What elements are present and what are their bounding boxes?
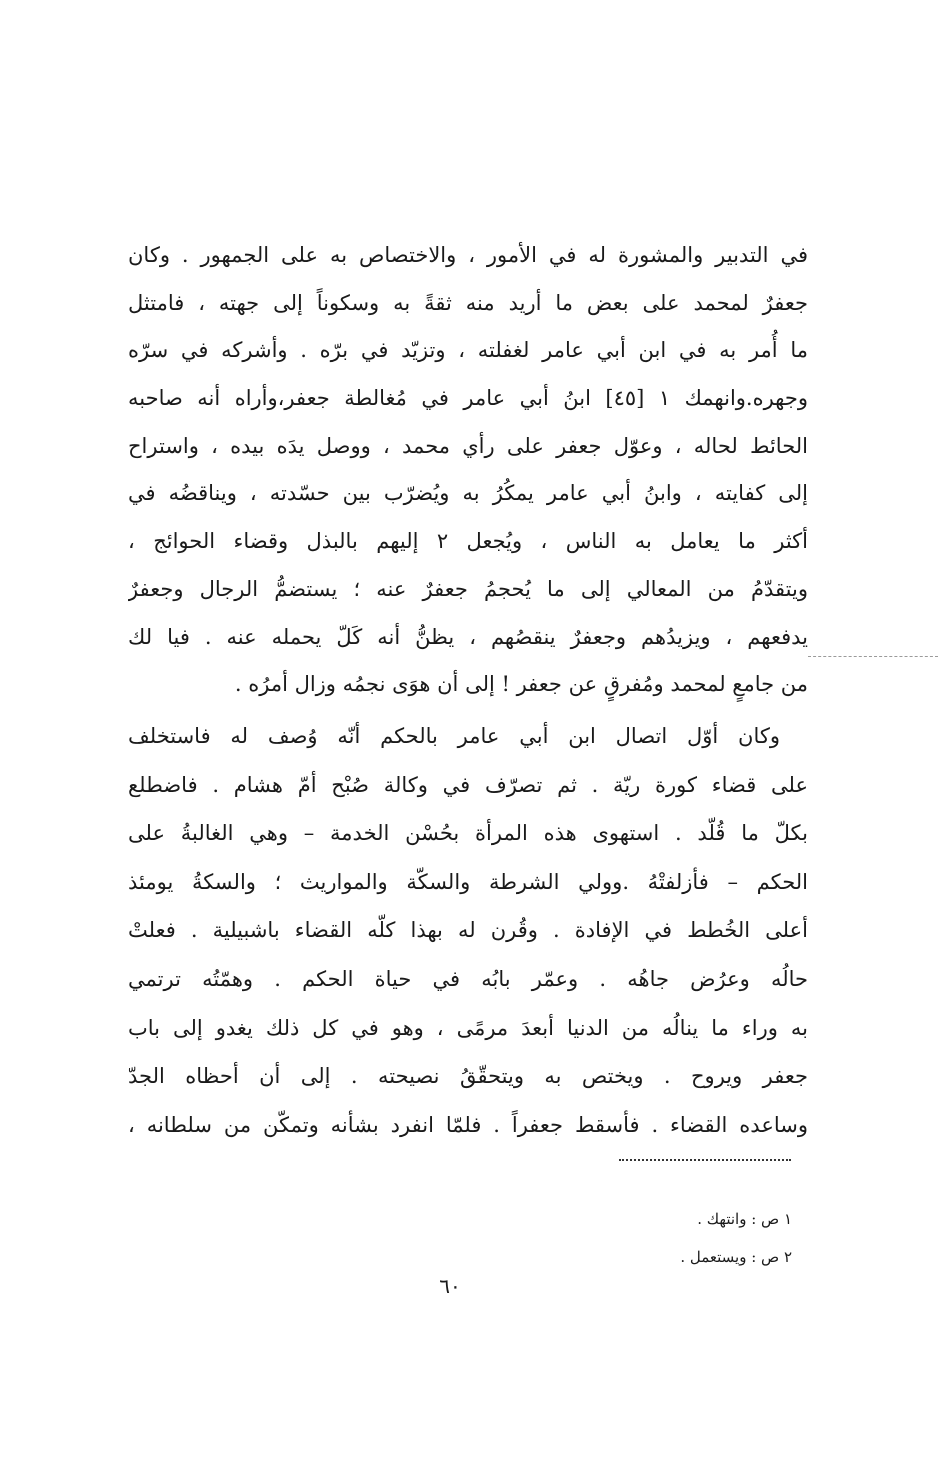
text-line: جعفرٌ لمحمد على بعض ما أريد منه ثقةً به وسكوناً إلى جهته ، فامتثل bbox=[128, 290, 808, 315]
text-line: جعفر ويروح . ويختص به ويتحقّقُ نصيحته . إلى أن أحظاه الجدّ bbox=[128, 1064, 808, 1089]
page-number: ٦٠ bbox=[439, 1274, 461, 1298]
paragraph-2 bbox=[128, 712, 808, 1149]
text-line: ما أُمر به في ابن أبي عامر لغفلته ، وتزيّد في برّه . وأشركه في سرّه bbox=[128, 338, 808, 363]
text-line: يدفعهم ، ويزيدُهم وجعفرٌ ينقصُهم ، يظنُّ أنه كَلّ يحمله عنه . فيا لك bbox=[128, 624, 808, 649]
text-line: أعلى الخُطط في الإفادة . وقُرن له بهذا كلّه القضاء باشبيلية . فعلتْ bbox=[128, 918, 808, 943]
paragraph-1 bbox=[128, 232, 808, 709]
text-line: في التدبير والمشورة له في الأمور ، والاختصاص به على الجمهور . وكان bbox=[128, 243, 808, 267]
text-line: وساعده القضاء . فأسقط جعفراً . فلمّا انفرد بشأنه وتمكّن من سلطانه ، bbox=[128, 1112, 808, 1137]
footnote-2: ٢ ص : ويستعمل . bbox=[680, 1248, 792, 1266]
footnotes bbox=[560, 1200, 792, 1276]
text-line: الحائط لحاله ، وعوّل جعفر على رأي محمد ، ووصل يدَه بيده ، واستراح bbox=[128, 433, 808, 458]
text-line: الحكم – فأزلفتْهُ .وولي الشرطة والسكّة والمواريث ؛ والسكةُ يومئذ bbox=[128, 869, 808, 894]
footnote-1: ١ ص : وانتهك . bbox=[697, 1210, 792, 1228]
text-line: أكثر ما يعامل به الناس ، ويُجعل ٢ إليهم بالبذل وقضاء الحوائج ، bbox=[128, 529, 808, 554]
text-line: إلى كفايته ، وابنُ أبي عامر يمكُرُ به ويُضرّب بين حسّدته ، ويناقضُه في bbox=[128, 481, 808, 506]
text-line: وجهره.وانهمك ١ [٤٥] ابنُ أبي عامر في مُغالطة جعفر،وأراه أنه صاحبه bbox=[128, 386, 808, 411]
text-line: على قضاء كورة ريّة . ثم تصرّف في وكالة صُبْح أمّ هشام . فاضطلع bbox=[128, 772, 808, 797]
text-line: من جامعٍ لمحمد ومُفرقٍ عن جعفر ! إلى أن هوَى نجمُه وزال أمرُه . bbox=[234, 672, 808, 697]
text-line: ويتقدّمُ من المعالي إلى ما يُحجمُ جعفرٌ عنه ؛ يستضمُّ الرجال وجعفرٌ bbox=[128, 576, 808, 601]
footnote-separator bbox=[619, 1159, 791, 1161]
text-line: وكان أوّل اتصال ابن أبي عامر بالحكم أنّه وُصف له فاستخلف bbox=[128, 724, 780, 748]
text-line: بكلّ ما قُلّد . استهوى هذه المرأة بحُسْن الخدمة – وهي الغالبةُ على bbox=[128, 821, 808, 846]
text-line: حالُه وعرُض جاهُه . وعمّر بابُه في حياة الحكم . وهمّتُه ترتمي bbox=[128, 966, 808, 991]
text-line: به وراء ما ينالُه من الدنيا أبعدَ مرمًى ، وهو في كل ذلك يغدو إلى باب bbox=[128, 1015, 808, 1040]
margin-dashed-rule bbox=[808, 656, 938, 657]
